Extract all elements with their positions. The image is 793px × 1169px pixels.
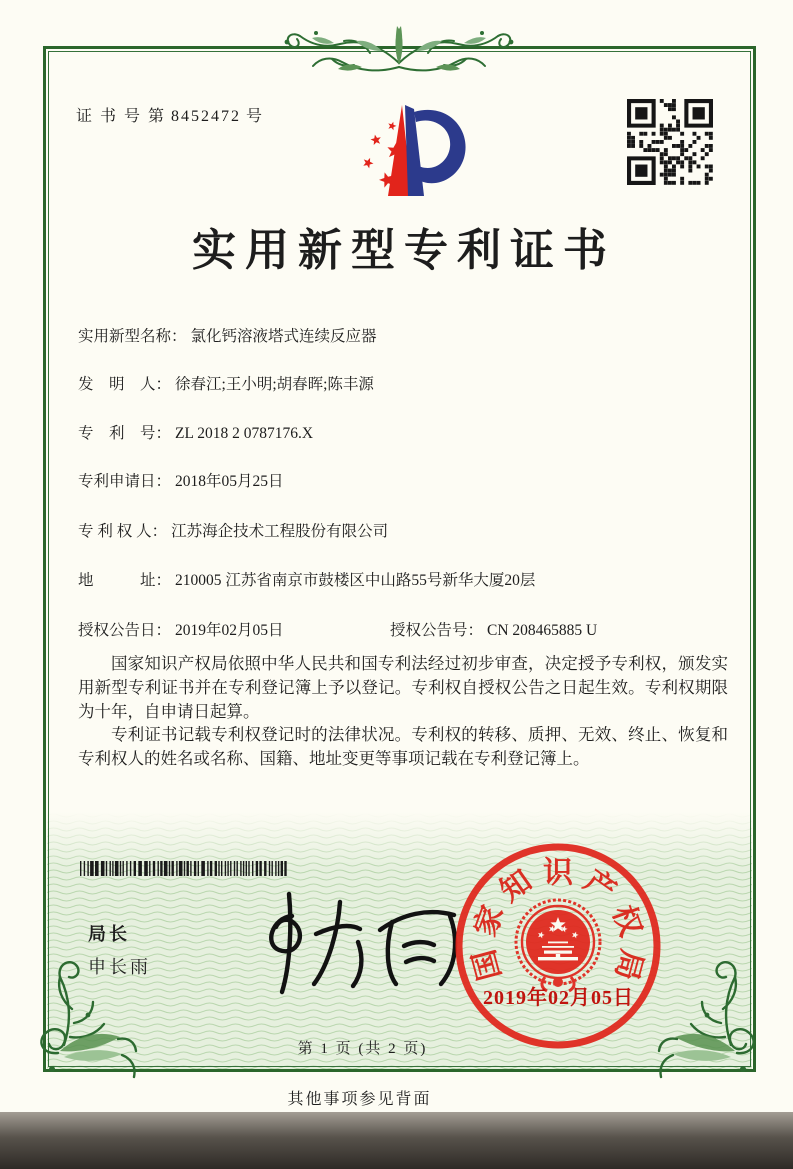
legal-text-block xyxy=(78,652,728,771)
field-value: 210005 江苏省南京市鼓楼区中山路55号新华大厦20层 xyxy=(175,572,536,589)
svg-text:国: 国 xyxy=(467,946,508,984)
field-address xyxy=(78,568,535,590)
field-grant-number xyxy=(390,618,597,640)
field-label: 授权公告号： xyxy=(390,622,484,639)
field-label: 专 利 号： xyxy=(78,425,172,442)
field-value: 2019年02月05日 xyxy=(175,622,284,639)
svg-text:产: 产 xyxy=(578,864,622,909)
qr-code xyxy=(627,99,713,185)
field-value: 江苏海企技术工程股份有限公司 xyxy=(171,523,389,540)
svg-text:权: 权 xyxy=(605,901,648,941)
field-grant-date xyxy=(78,618,284,640)
field-value: 徐春江;王小明;胡春晖;陈丰源 xyxy=(175,376,374,393)
field-patent-number xyxy=(78,421,313,443)
page-indicator: 第 1 页 (共 2 页) xyxy=(297,1041,428,1057)
field-value: CN 208465885 U xyxy=(487,622,598,639)
field-value: 2018年05月25日 xyxy=(175,473,284,490)
signature-handwriting xyxy=(252,886,468,1000)
field-utility-model-name xyxy=(78,324,377,346)
seal-date: 2019年02月05日 xyxy=(483,987,634,1009)
field-label: 专利申请日： xyxy=(78,473,172,490)
cnipa-logo-icon xyxy=(322,100,474,208)
certificate-number-suffix: 号 xyxy=(246,108,265,125)
certificate-number xyxy=(76,103,269,126)
field-value: ZL 2018 2 0787176.X xyxy=(175,425,314,442)
field-filing-date xyxy=(78,469,284,491)
director-title: 局长 xyxy=(88,924,130,944)
back-side-note: 其他事项参见背面 xyxy=(287,1091,432,1108)
field-value: 氯化钙溶液塔式连续反应器 xyxy=(190,328,377,345)
certificate-number-value: 8452472 xyxy=(171,108,242,125)
field-label: 发 明 人： xyxy=(78,376,172,393)
barcode xyxy=(80,861,290,876)
field-patentee xyxy=(78,519,388,541)
svg-text:知: 知 xyxy=(494,864,538,909)
field-label: 实用新型名称： xyxy=(78,328,187,345)
field-inventors xyxy=(78,372,374,394)
svg-text:识: 识 xyxy=(543,856,573,890)
legal-paragraph-1: 国家知识产权局依照中华人民共和国专利法经过初步审查，决定授予专利权，颁发实用新型专利证书并在专利登记簿上予以登记。专利权自授权公告之日起生效。专利权期限为十年，自申请日起算。 xyxy=(78,654,728,721)
director-name: 申长雨 xyxy=(88,957,151,977)
national-emblem-icon xyxy=(516,900,600,991)
top-dragon-ornament-icon xyxy=(268,21,530,81)
scan-shadow-band xyxy=(0,1112,793,1169)
legal-paragraph-2: 专利证书记载专利权登记时的法律状况。专利权的转移、质押、无效、终止、恢复和专利权人的姓名或名称、国籍、地址变更等事项记载在专利登记簿上。 xyxy=(78,725,728,769)
svg-text:局: 局 xyxy=(608,946,649,984)
certificate-number-label: 证 书 号 第 xyxy=(76,108,167,125)
field-label: 地 址： xyxy=(78,572,172,589)
certificate-title: 实用新型专利证书 xyxy=(192,226,616,275)
official-seal xyxy=(452,840,664,1052)
field-label: 授权公告日： xyxy=(78,622,172,639)
svg-text:家: 家 xyxy=(468,901,511,941)
field-label: 专 利 权 人： xyxy=(78,523,168,540)
